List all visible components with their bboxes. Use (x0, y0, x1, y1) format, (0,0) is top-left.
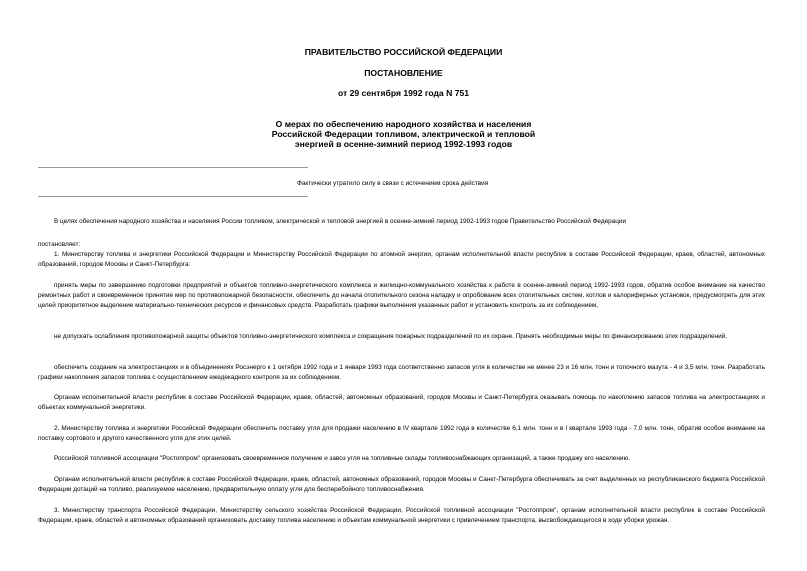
document-title-line: энергией в осенне-зимний период 1992-1993 годов (294, 139, 513, 149)
paragraph: Органам исполнительной власти республик в составе Российской Федерации, краев, областей, автономных образований, городов Москвы и Санкт-Петербурга оказывать помощь по накоплению запасов топлива на электростанциях и объектах коммунальной энергетики. (38, 394, 765, 411)
document-date-number: от 29 сентября 1992 года N 751 (337, 88, 470, 98)
paragraph: 3. Министерству транспорта Российской Федерации, Министерству сельского хозяйства Российской Федерации, Российской топливной ассоциации "Ростоппром", органам исполнительной власти республик в составе Российской Федерации, краев, областей и автономных образований организовать доставку топлива населению и объектам коммунальной энергетики с привлечением транспорта, высвобождающегося в ходе уборки урожая. (38, 507, 765, 524)
government-name: ПРАВИТЕЛЬСТВО РОССИЙСКОЙ ФЕДЕРАЦИИ (304, 47, 503, 57)
document-title-line: Российской Федерации топливом, электрической и тепловой (271, 129, 536, 139)
paragraph: принять меры по завершению подготовки предприятий и объектов топливно-энергетического комплекса и жилищно-коммунального хозяйства к работе в осенне-зимний период 1992-1993 годов, обратив особое внимание на качество ремонтных работ и своевременное принятие мер по противопожарной безопасности, обеспечить до начала отопительного сезона наладку и опробование всех отопительных систем, котлов и калориферных установок, предусмотреть для этих целей приоритетное выделение материально-технических ресурсов и финансовых средств. Разработать графики выполнения указанных работ и установить контроль за их соблюдением, (38, 282, 765, 309)
divider-top (38, 167, 308, 168)
decree-word: постановляет: (38, 241, 81, 248)
document-type: ПОСТАНОВЛЕНИЕ (364, 68, 443, 78)
preamble-paragraph: В целях обеспечения народного хозяйства и населения России топливом, электрической и тепловой энергией в осенне-зимний период 1992-1993 годов Правительство Российской Федерации (54, 218, 627, 225)
paragraph: 1. Министерству топлива и энергетики Российской Федерации и Министерству Российской Федерации по атомной энергии, органам исполнительной власти республик в составе Российской Федерации, краев, областей, автономных образований, городов Москвы и Санкт-Петербурга: (38, 251, 765, 268)
paragraph: Российской топливной ассоциации "Ростоппром" организовать своевременное получение и завоз угля на топливные склады топливоснабжающих организаций, а также продажу его населению. (54, 455, 631, 462)
document-title-line: О мерах по обеспечению народного хозяйства и населения (275, 119, 532, 129)
paragraph: не допускать ослабления противопожарной защиты объектов топливно-энергетического комплекса и сокращения пожарных подразделений по их охране. Принять необходимые меры по финансированию этих подразделений, (54, 333, 728, 340)
divider-bottom (38, 196, 308, 197)
paragraph: обеспечить создание на электростанциях и в объединениях Росэнерго к 1 октября 1992 года и 1 января 1993 года соответственно запасов угля в количестве не менее 23 и 16 млн. тонн и топочного мазута - 4 и 3,5 млн. тонн. Разработать графики накопления запасов топлива с осуществлением ежедекадного контроля за их соблюдением. (38, 364, 765, 381)
paragraph: Органам исполнительной власти республик в составе Российской Федерации, краев, областей, автономных образований, городов Москвы и Санкт-Петербурга обеспечивать за счет выделенных из республиканского бюджета Российской Федерации дотаций на топливо, реализуемое населению, предварительную оплату угля для бесперебойного топливоснабжения. (38, 476, 765, 493)
paragraph: 2. Министерству топлива и энергетики Российской Федерации обеспечить поставку угля для продажи населению в IV квартале 1992 года в количестве 6,1 млн. тонн и в I квартале 1993 года - 7,0 млн. тонн, обратив особое внимание на поставку сортового и другого качественного угля для этих целей. (38, 425, 765, 442)
status-note: Фактически утратило силу в связи с истечением срока действия (297, 180, 489, 187)
